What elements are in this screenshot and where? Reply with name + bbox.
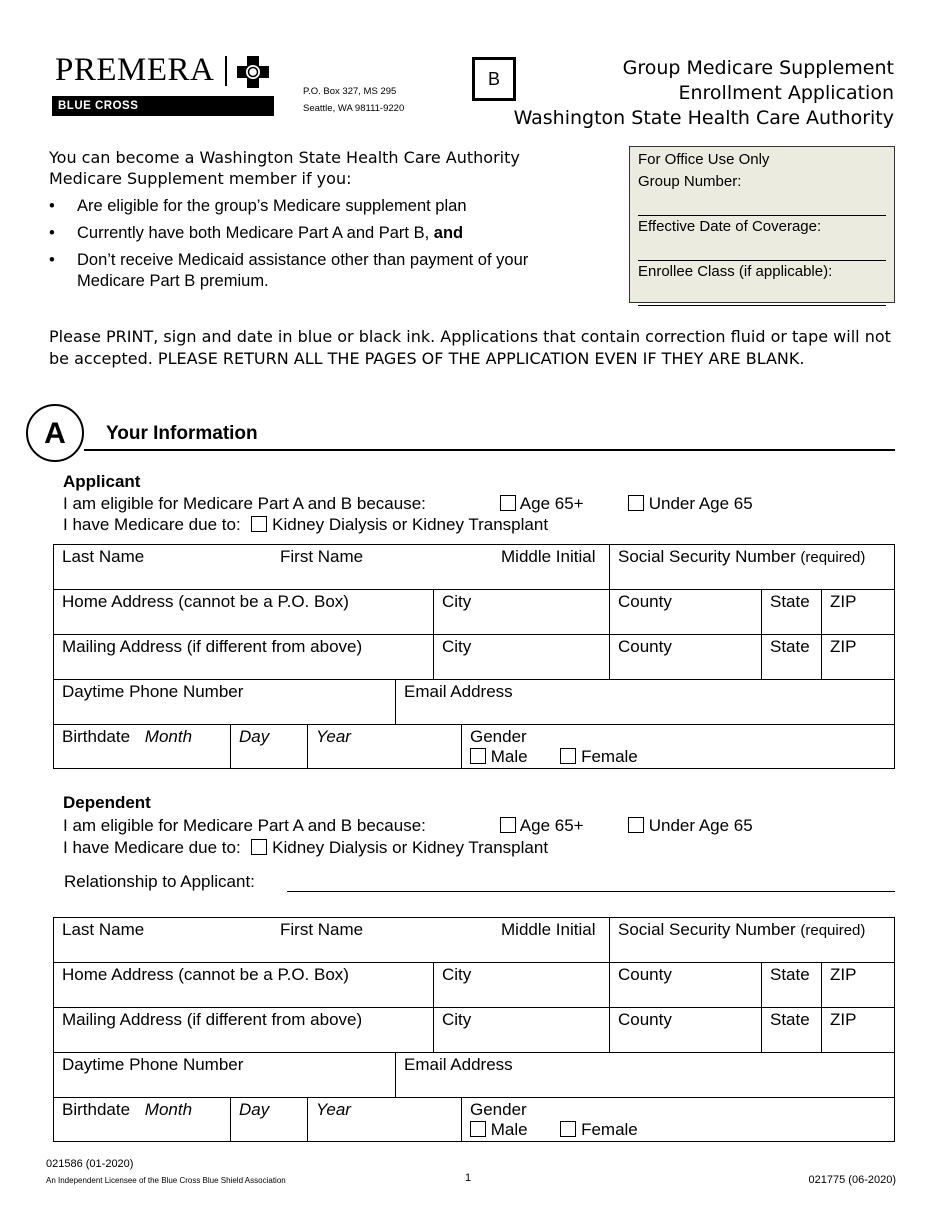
last-name-label: Last Name <box>62 547 145 566</box>
birthdate-label: Birthdate <box>62 1100 131 1119</box>
dependent-home-city-cell[interactable]: City <box>434 963 610 1008</box>
dependent-phone-cell[interactable]: Daytime Phone Number <box>54 1053 396 1098</box>
dependent-mailing-state-cell[interactable]: State <box>762 1008 822 1053</box>
dependent-under65-checkbox[interactable] <box>628 817 644 833</box>
bullet-text: Are eligible for the group’s Medicare supplement plan <box>77 197 467 215</box>
dependent-mailing-county-cell[interactable]: County <box>610 1008 762 1053</box>
relationship-line[interactable] <box>287 891 895 892</box>
dependent-info-table <box>53 917 895 1142</box>
birthdate-label: Birthdate <box>62 727 131 746</box>
office-group-number-line[interactable] <box>638 193 886 216</box>
female-label: Female <box>581 1120 638 1139</box>
bullet-text <box>77 224 463 243</box>
applicant-home-zip-cell[interactable]: ZIP <box>822 590 894 635</box>
month-label: Month <box>144 727 193 746</box>
premera-logo-wordmark: PREMERA <box>55 52 215 88</box>
dependent-birth-month-cell[interactable] <box>54 1098 231 1141</box>
dependent-eligible-because: I am eligible for Medicare Part A and B because: <box>63 816 426 835</box>
title-line-3: Washington State Health Care Authority <box>513 107 894 129</box>
ssn-label: Social Security Number <box>618 547 796 566</box>
dependent-mailing-address-cell[interactable]: Mailing Address (if different from above) <box>54 1008 434 1053</box>
address-line-2: Seattle, WA 98111-9220 <box>303 103 405 114</box>
applicant-birth-month-cell[interactable] <box>54 725 231 768</box>
applicant-home-city-cell[interactable]: City <box>434 590 610 635</box>
middle-initial-label: Middle Initial <box>501 547 596 566</box>
applicant-home-county-cell[interactable]: County <box>610 590 762 635</box>
relationship-label: Relationship to Applicant: <box>64 872 255 891</box>
dependent-age65-checkbox[interactable] <box>500 817 516 833</box>
first-name-label: First Name <box>280 920 364 939</box>
bullet-text-bold: and <box>433 224 464 242</box>
bullet-dot: • <box>49 224 55 242</box>
address-line-1: P.O. Box 327, MS 295 <box>303 86 397 97</box>
gender-label: Gender <box>470 727 527 746</box>
section-title: Your Information <box>106 423 258 444</box>
dependent-birth-day-cell[interactable]: Day <box>231 1098 308 1141</box>
bullet-text: Don’t receive Medicaid assistance other than payment of your <box>77 251 529 269</box>
applicant-birth-year-cell[interactable]: Year <box>308 725 462 768</box>
title-line-1: Group Medicare Supplement <box>622 57 894 79</box>
dependent-female-checkbox[interactable] <box>560 1121 576 1137</box>
ssn-label: Social Security Number <box>618 920 796 939</box>
office-use-box <box>629 146 895 303</box>
office-group-number-label: Group Number: <box>638 173 742 190</box>
applicant-age65-checkbox[interactable] <box>500 495 516 511</box>
middle-initial-label: Middle Initial <box>501 920 596 939</box>
applicant-under65-label: Under Age 65 <box>648 494 753 513</box>
intro-line-2: Medicare Supplement member if you: <box>49 169 352 188</box>
ssn-required-label: (required) <box>800 922 866 939</box>
dependent-male-checkbox[interactable] <box>470 1121 486 1137</box>
applicant-age65-label: Age 65+ <box>519 494 584 513</box>
applicant-gender-cell <box>462 725 894 768</box>
dependent-home-state-cell[interactable]: State <box>762 963 822 1008</box>
section-b-box: B <box>472 57 516 101</box>
applicant-eligible-because: I am eligible for Medicare Part A and B because: <box>63 494 426 513</box>
applicant-ssn-cell[interactable] <box>610 545 894 590</box>
applicant-phone-cell[interactable]: Daytime Phone Number <box>54 680 396 725</box>
bullet-text-main: Currently have both Medicare Part A and Part B, <box>77 224 430 242</box>
applicant-email-cell[interactable]: Email Address <box>396 680 894 725</box>
applicant-mailing-city-cell[interactable]: City <box>434 635 610 680</box>
dependent-home-zip-cell[interactable]: ZIP <box>822 963 894 1008</box>
title-line-2: Enrollment Application <box>678 82 894 104</box>
applicant-kidney-checkbox[interactable] <box>251 516 267 532</box>
page-number: 1 <box>465 1172 472 1184</box>
applicant-kidney-label: Kidney Dialysis or Kidney Transplant <box>272 515 549 534</box>
dependent-birth-year-cell[interactable]: Year <box>308 1098 462 1141</box>
logo-divider <box>225 56 227 86</box>
applicant-age65-option[interactable] <box>500 494 584 514</box>
dependent-medicare-due-to <box>63 838 548 858</box>
office-use-title: For Office Use Only <box>638 151 770 168</box>
male-label: Male <box>490 747 528 766</box>
applicant-mailing-state-cell[interactable]: State <box>762 635 822 680</box>
dependent-home-address-cell[interactable]: Home Address (cannot be a P.O. Box) <box>54 963 434 1008</box>
office-effective-date-line[interactable] <box>638 238 886 261</box>
blue-cross-bar: BLUE CROSS <box>52 96 274 116</box>
applicant-female-checkbox[interactable] <box>560 748 576 764</box>
section-divider <box>84 449 895 451</box>
blue-cross-logo-icon <box>237 56 269 88</box>
office-enrollee-class-label: Enrollee Class (if applicable): <box>638 263 833 280</box>
dependent-email-cell[interactable]: Email Address <box>396 1053 894 1098</box>
section-a-circle: A <box>26 404 84 462</box>
female-label: Female <box>581 747 638 766</box>
dependent-due-to-label: I have Medicare due to: <box>63 838 241 857</box>
bullet-dot: • <box>49 197 55 215</box>
dependent-under65-option[interactable] <box>628 816 753 836</box>
ssn-required-label: (required) <box>800 549 866 566</box>
gender-label: Gender <box>470 1100 527 1119</box>
dependent-gender-cell <box>462 1098 894 1141</box>
applicant-name-cell[interactable] <box>54 545 610 590</box>
footer-form-code: 021586 (01-2020) <box>46 1158 134 1170</box>
applicant-birth-day-cell[interactable]: Day <box>231 725 308 768</box>
office-effective-date-label: Effective Date of Coverage: <box>638 218 822 235</box>
month-label: Month <box>144 1100 193 1119</box>
dependent-mailing-zip-cell[interactable]: ZIP <box>822 1008 894 1053</box>
applicant-heading: Applicant <box>63 472 141 491</box>
applicant-info-table <box>53 544 895 769</box>
footer-licensee: An Independent Licensee of the Blue Cross Blue Shield Association <box>46 1176 286 1185</box>
instructions-notice: Please PRINT, sign and date in blue or black ink. Applications that contain correction fluid or tape will not be accepted. PLEASE RETURN ALL THE PAGES OF THE APPLICATION EVEN IF THEY ARE BLANK. <box>49 327 891 368</box>
applicant-home-state-cell[interactable]: State <box>762 590 822 635</box>
dependent-kidney-label: Kidney Dialysis or Kidney Transplant <box>272 838 549 857</box>
applicant-mailing-county-cell[interactable]: County <box>610 635 762 680</box>
intro-line-1: You can become a Washington State Health Care Authority <box>49 148 520 167</box>
applicant-male-checkbox[interactable] <box>470 748 486 764</box>
applicant-under65-checkbox[interactable] <box>628 495 644 511</box>
applicant-medicare-due-to <box>63 515 548 535</box>
applicant-mailing-address-cell[interactable]: Mailing Address (if different from above) <box>54 635 434 680</box>
office-enrollee-class-line[interactable] <box>638 283 886 306</box>
applicant-due-to-label: I have Medicare due to: <box>63 515 241 534</box>
dependent-home-county-cell[interactable]: County <box>610 963 762 1008</box>
dependent-age65-option[interactable] <box>500 816 584 836</box>
applicant-mailing-zip-cell[interactable]: ZIP <box>822 635 894 680</box>
dependent-under65-label: Under Age 65 <box>648 816 753 835</box>
bullet-dot: • <box>49 251 55 269</box>
male-label: Male <box>490 1120 528 1139</box>
bullet-text: Medicare Part B premium. <box>77 272 269 290</box>
footer-form-code-right: 021775 (06-2020) <box>808 1174 896 1186</box>
applicant-under65-option[interactable] <box>628 494 753 514</box>
dependent-name-cell[interactable] <box>54 918 610 963</box>
applicant-home-address-cell[interactable]: Home Address (cannot be a P.O. Box) <box>54 590 434 635</box>
dependent-kidney-checkbox[interactable] <box>251 839 267 855</box>
dependent-ssn-cell[interactable] <box>610 918 894 963</box>
dependent-age65-label: Age 65+ <box>519 816 584 835</box>
first-name-label: First Name <box>280 547 364 566</box>
dependent-heading: Dependent <box>63 793 151 812</box>
dependent-mailing-city-cell[interactable]: City <box>434 1008 610 1053</box>
last-name-label: Last Name <box>62 920 145 939</box>
